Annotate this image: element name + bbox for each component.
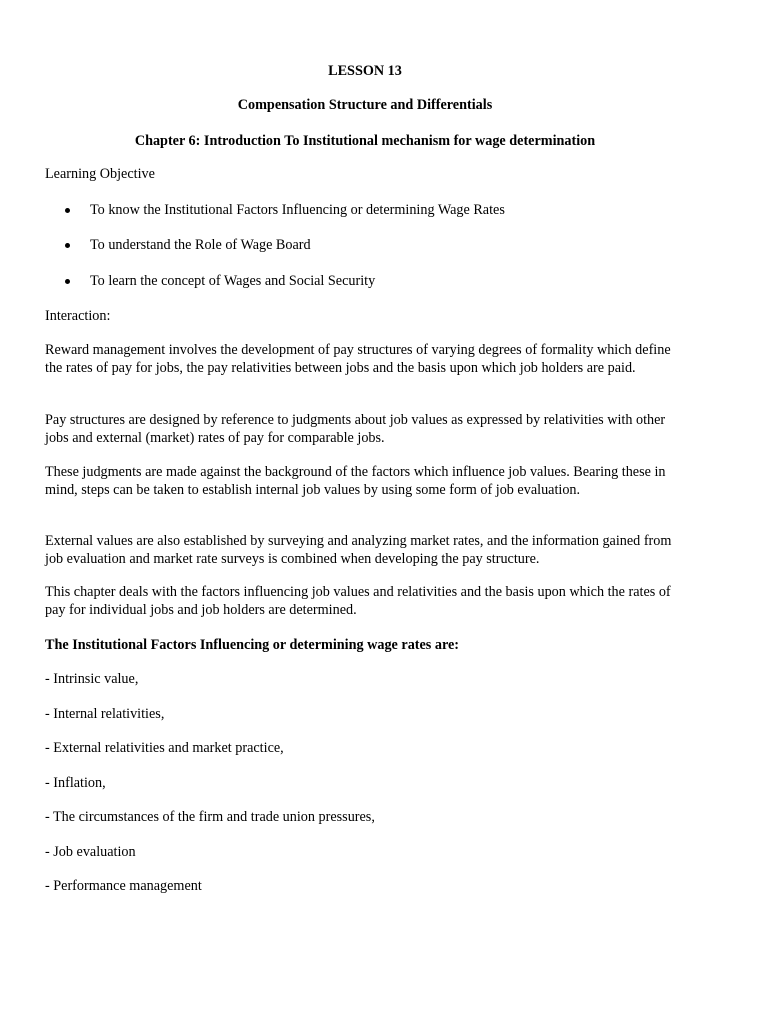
learning-objective-heading: Learning Objective [45,166,155,182]
interaction-heading: Interaction: [45,308,111,324]
body-paragraph: This chapter deals with the factors influencing job values and relativities and the basis upon which the rates of pay for individual jobs and job holders are determined. [45,584,671,618]
bullet-icon [65,243,70,248]
factor-item: - The circumstances of the firm and trade union pressures, [45,809,375,825]
objective-text: To learn the concept of Wages and Social Security [90,273,376,289]
body-paragraph: Reward management involves the development of pay structures of varying degrees of formality which define the rates of pay for jobs, the pay relativities between jobs and the basis upon which job holders are paid. [45,342,671,376]
factor-item: - Job evaluation [45,844,136,860]
objective-text: To know the Institutional Factors Influencing or determining Wage Rates [90,202,505,218]
factor-item: - Intrinsic value, [45,671,139,687]
factor-item: - Performance management [45,878,202,894]
body-paragraph: External values are also established by surveying and analyzing market rates, and the information gained from job evaluation and market rate surveys is combined when developing the pay structure. [45,533,672,567]
factor-item: - External relativities and market practice, [45,740,284,756]
body-paragraph: Pay structures are designed by reference to judgments about job values as expressed by relativities with other jobs and external (market) rates of pay for comparable jobs. [45,412,666,446]
document-subtitle: Compensation Structure and Differentials [237,97,493,113]
factors-heading: The Institutional Factors Influencing or determining wage rates are: [45,637,460,653]
bullet-icon [65,208,70,213]
chapter-title: Chapter 6: Introduction To Institutional mechanism for wage determination [134,133,596,149]
factor-item: - Inflation, [45,775,106,791]
body-paragraph: These judgments are made against the background of the factors which influence job values. Bearing these in mind, steps can be taken to establish internal job values by using some form of job evaluation. [45,464,666,498]
factor-item: - Internal relativities, [45,706,165,722]
bullet-icon [65,279,70,284]
lesson-title: LESSON 13 [328,63,402,79]
objective-text: To understand the Role of Wage Board [90,237,311,253]
